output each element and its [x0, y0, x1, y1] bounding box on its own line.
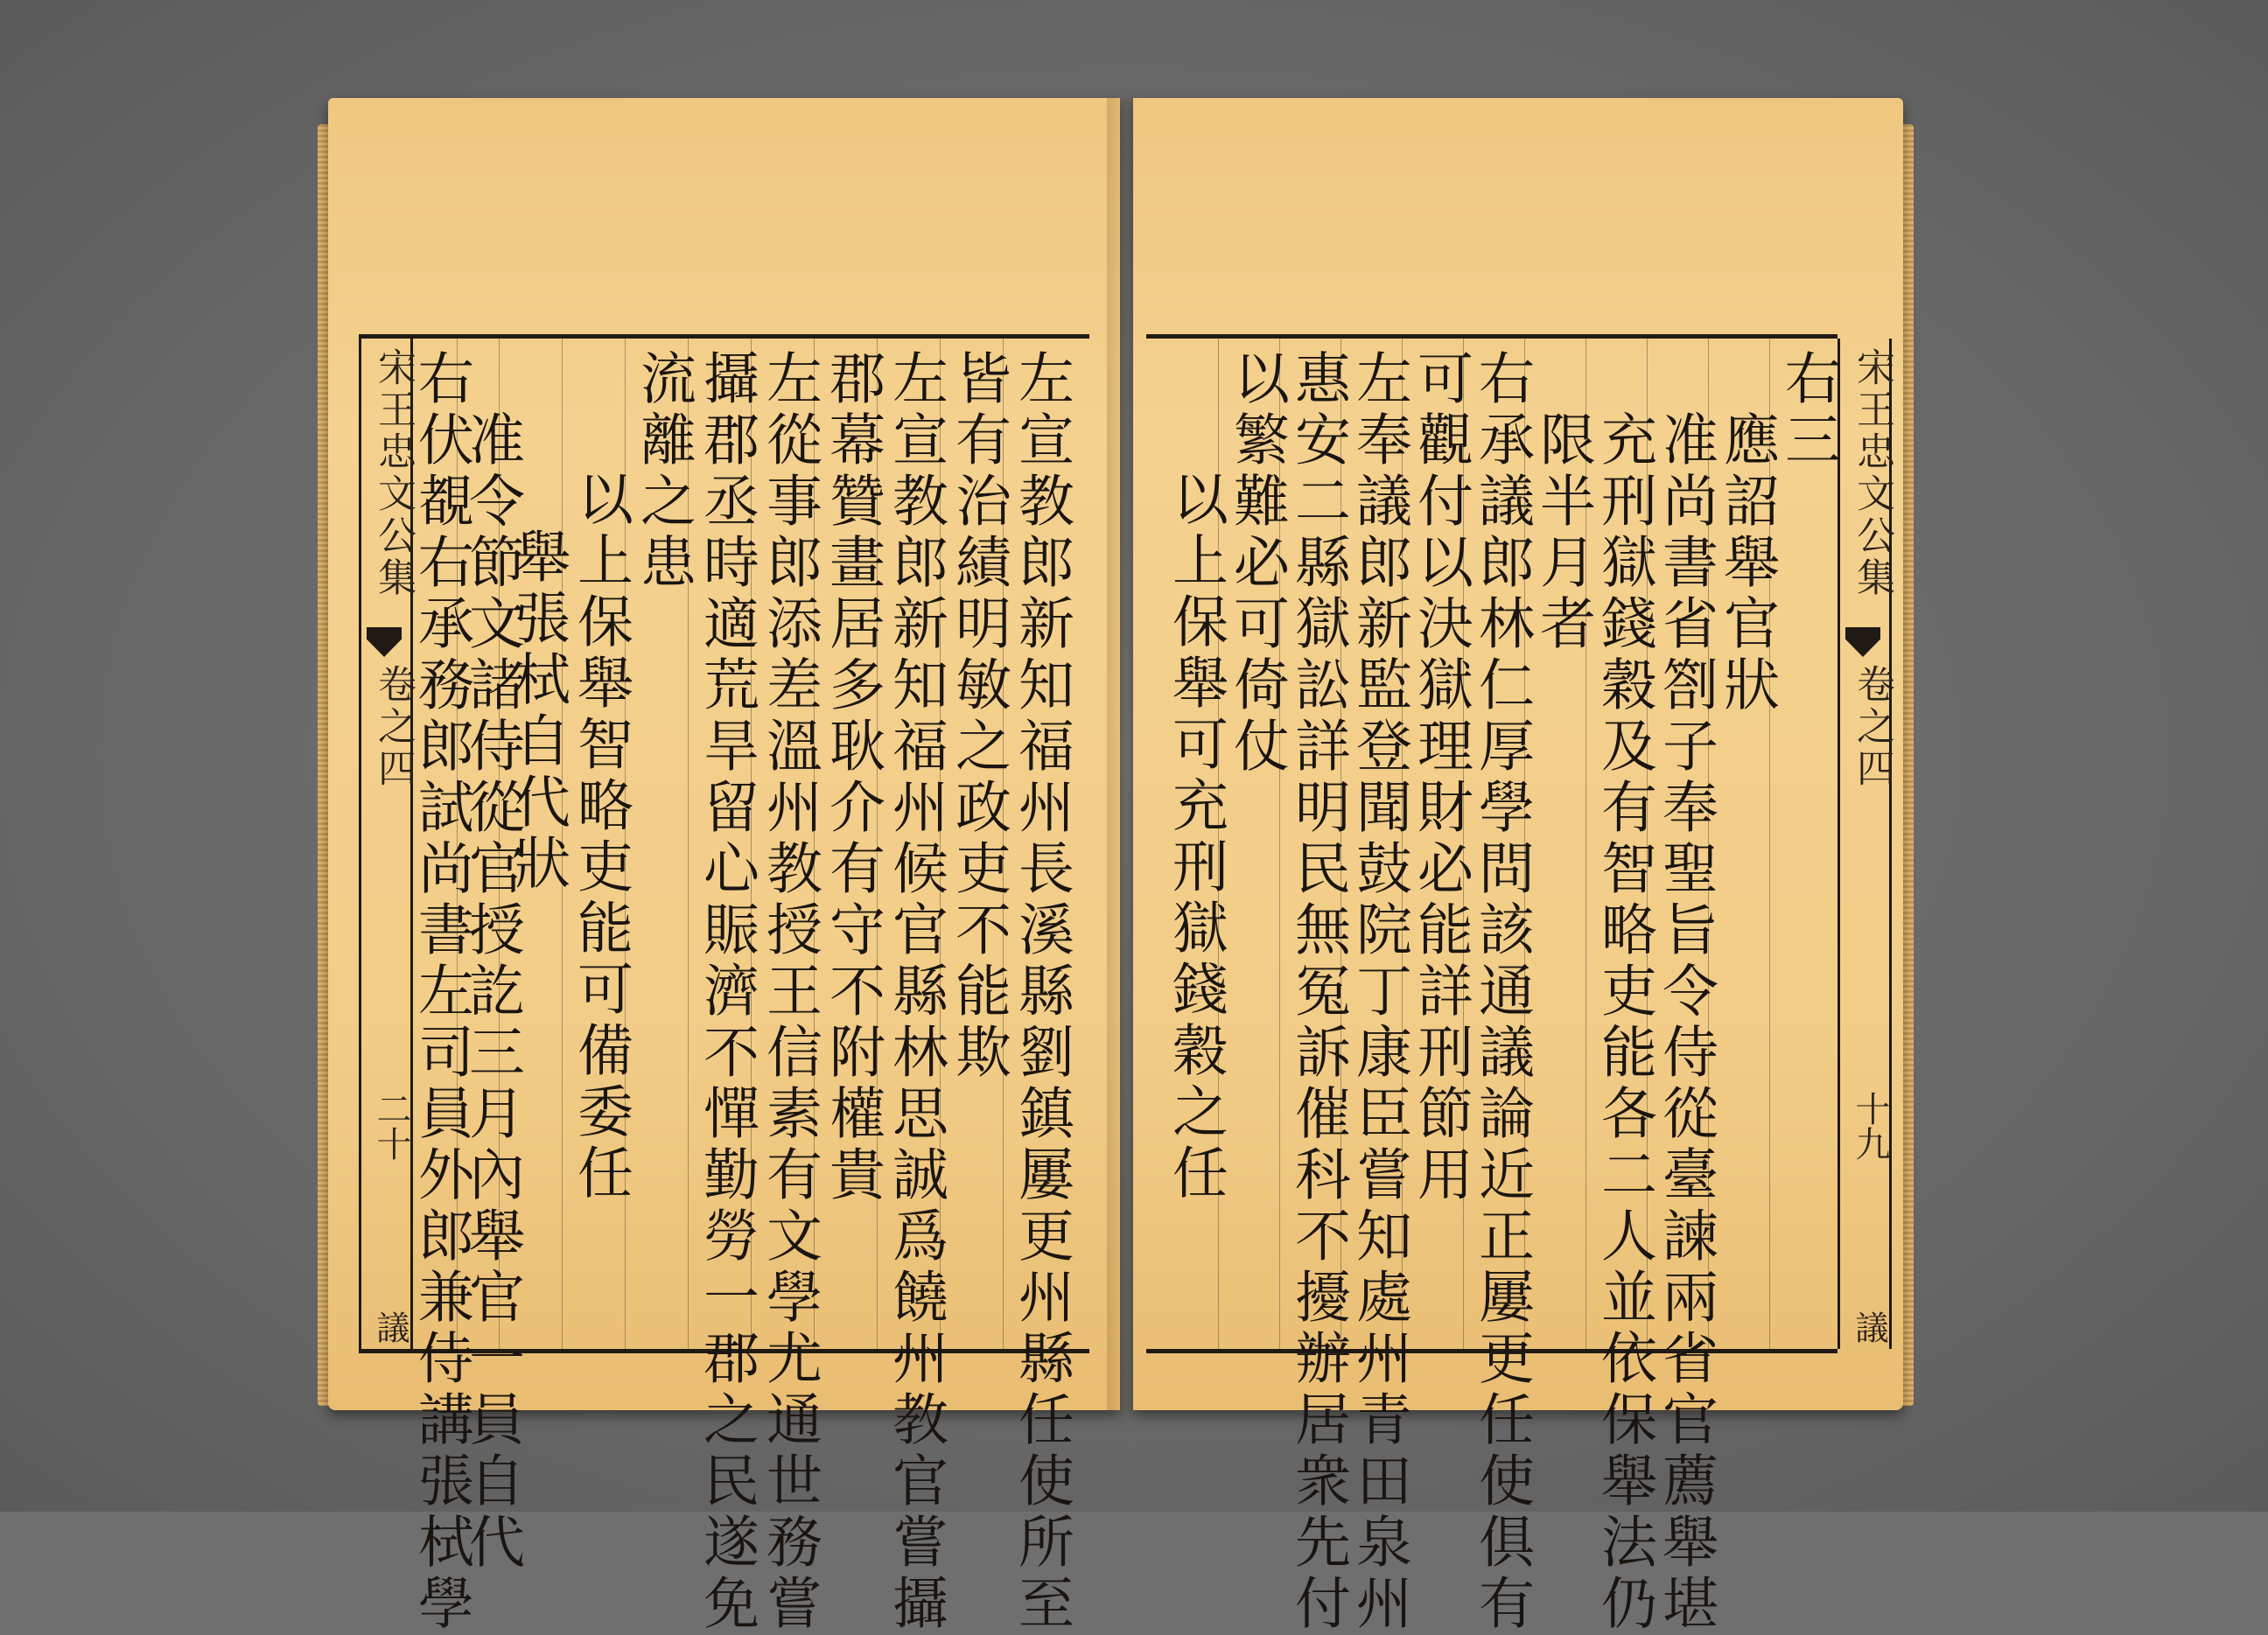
left-banxin [359, 339, 416, 1349]
text-column-5: 左從事郎添差溫州教授王信素有文學尤通世務嘗 [757, 349, 822, 1635]
text-column-8: 以上保舉智略吏能可備委任 [568, 470, 633, 1205]
book-spread [328, 98, 1903, 1635]
text-column-5: 限半月者 [1530, 410, 1595, 655]
left-page-frame [359, 334, 1089, 1635]
text-column-2: 皆有治績明敏之政吏不能欺 [946, 349, 1011, 1084]
banxin-book-title: 宋王忠文公集 [1850, 347, 1894, 599]
text-column-6: 攝郡丞時適荒旱留心賑濟不憚勤勞一郡之民遂免 [694, 349, 759, 1635]
text-column-3: 左宣教郎新知福州候官縣林思誠爲饒州教官嘗攝 [883, 349, 948, 1635]
text-column-10: 以繁難必可倚仗 [1224, 349, 1289, 778]
banxin-juan: 卷之四 [1850, 664, 1894, 790]
banxin-book-title: 宋王忠文公集 [371, 347, 416, 599]
text-column-2: 應詔舉官狀 [1714, 410, 1779, 716]
banxin-juan: 卷之四 [371, 664, 416, 790]
banxin-page-number: 二十 [371, 1091, 411, 1161]
left-page [328, 98, 1120, 1635]
fish-tail-icon [367, 627, 402, 657]
text-column-8: 左奉議郎新監登聞鼓院丁康臣嘗知處州青田泉州 [1347, 349, 1411, 1635]
banxin-page-number: 十九 [1850, 1091, 1890, 1161]
text-column-7: 可觀付以決獄理財必能詳刑節用 [1408, 349, 1473, 1206]
text-column-11: 以上保舉可充刑獄錢穀之任 [1163, 470, 1228, 1205]
right-page-frame [1146, 334, 1894, 1635]
text-column-10: 准令節文諸侍從官授訖三月內舉官一員自代 [459, 410, 524, 1574]
text-column-1: 左宣教郎新知福州長溪縣劉鎮屢更州縣任使所至 [1009, 349, 1074, 1635]
text-column-4: 充刑獄錢穀及有智略吏能各二人並依保舉法仍 [1592, 410, 1656, 1635]
fish-tail-icon [1845, 627, 1880, 657]
right-banxin [1838, 339, 1892, 1349]
text-column-7: 流離之患 [631, 349, 696, 594]
banxin-edition-mark: 議 [371, 1310, 410, 1344]
right-page [1133, 98, 1903, 1635]
text-column-4: 郡幕贊畫居多耿介有守不附權貴 [820, 349, 885, 1206]
right-page-edges [1901, 124, 1914, 1406]
text-column-1: 右三 [1775, 349, 1840, 472]
banxin-edition-mark: 議 [1850, 1310, 1888, 1344]
text-column-6: 右承議郎林仁厚學問該通議論近正屢更任使俱有 [1469, 349, 1534, 1635]
text-column-9: 舉張栻自代狀 [505, 528, 570, 895]
text-column-9: 惠安二縣獄訟詳明民無冤訴催科不擾辦居衆先付 [1285, 349, 1350, 1635]
text-column-3: 准尚書省劄子奉聖旨令侍從臺諫兩省官薦舉堪 [1653, 410, 1718, 1635]
text-column-11: 右伏覩右承務郎試尚書左司員外郎兼侍講張栻學 [409, 349, 473, 1635]
